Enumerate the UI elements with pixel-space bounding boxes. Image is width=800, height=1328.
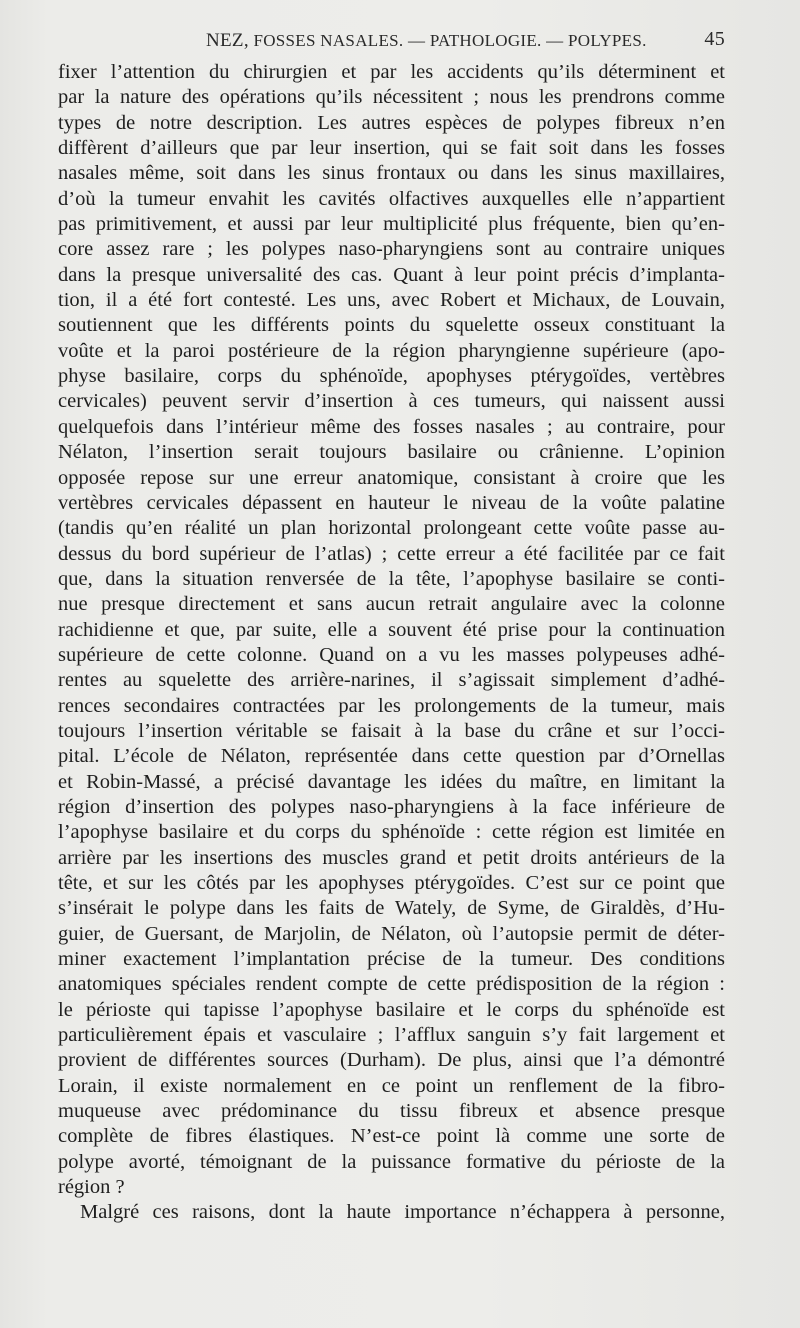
- text-line: miner exactement l’implantation précise de la tumeur. Des conditions: [58, 948, 725, 971]
- text-line: physe basilaire, corps du sphénoïde, apophyses ptérygoïdes, vertèbres: [58, 365, 725, 388]
- text-line-paragraph-end: région ?: [58, 1176, 125, 1199]
- text-line: nasales même, soit dans les sinus frontaux ou dans les sinus maxillaires,: [58, 162, 725, 185]
- text-line: dessus du bord supérieur de l’atlas) ; cette erreur a été facilitée par ce fait: [58, 542, 725, 565]
- text-line: pas primitivement, et aussi par leur multiplicité plus fréquente, bien qu’en-: [58, 213, 725, 236]
- text-line: arrière par les insertions des muscles grand et petit droits antérieurs de la: [58, 846, 725, 869]
- text-line: vertèbres cervicales dépassent en hauteur le niveau de la voûte palatine: [58, 491, 725, 514]
- text-line: par la nature des opérations qu’ils nécessitent ; nous les prendrons comme: [58, 86, 725, 109]
- running-head-lead: NEZ,: [206, 30, 249, 51]
- text-line-paragraph-start: Malgré ces raisons, dont la haute importance n’échappera à personne,: [80, 1201, 725, 1224]
- text-line: types de notre description. Les autres espèces de polypes fibreux n’en: [58, 111, 725, 134]
- text-line: dans la presque universalité des cas. Quant à leur point précis d’implanta-: [58, 263, 725, 286]
- text-line: s’insérait le polype dans les faits de Wately, de Syme, de Giraldès, d’Hu-: [58, 897, 725, 920]
- text-line: rences secondaires contractées par les prolongements de la tumeur, mais: [58, 694, 725, 717]
- text-line: quelquefois dans l’intérieur même des fosses nasales ; au contraire, pour: [58, 415, 725, 438]
- body-text: [58, 60, 725, 1226]
- text-line: rachidienne et que, par suite, elle a souvent été prise pour la continuation: [58, 618, 725, 641]
- text-line: et Robin-Massé, a précisé davantage les idées du maître, en limitant la: [58, 770, 725, 793]
- text-line: le périoste qui tapisse l’apophyse basilaire et le corps du sphénoïde est: [58, 998, 725, 1021]
- text-line: Nélaton, l’insertion serait toujours basilaire ou crânienne. L’opinion: [58, 441, 725, 464]
- text-line: fixer l’attention du chirurgien et par les accidents qu’ils déterminent et: [58, 61, 725, 83]
- text-line: nue presque directement et sans aucun retrait angulaire avec la colonne: [58, 593, 725, 616]
- text-line: toujours l’insertion véritable se faisait à la base du crâne et sur l’occi-: [58, 719, 725, 742]
- text-line: pital. L’école de Nélaton, représentée dans cette question par d’Ornellas: [58, 745, 725, 768]
- text-line: Lorain, il existe normalement en ce point un renflement de la fibro-: [58, 1074, 725, 1097]
- running-head-rest: FOSSES NASALES. — PATHOLOGIE. — POLYPES.: [253, 31, 647, 50]
- text-line: d’où la tumeur envahit les cavités olfactives auxquelles elle n’appartient: [58, 187, 725, 210]
- page-number: 45: [704, 28, 725, 50]
- text-line: complète de fibres élastiques. N’est-ce point là comme une sorte de: [58, 1125, 725, 1148]
- text-line: particulièrement épais et vasculaire ; l’afflux sanguin s’y fait largement et: [58, 1024, 725, 1047]
- text-line: provient de différentes sources (Durham). De plus, ainsi que l’a démontré: [58, 1049, 725, 1072]
- text-line: cervicales) peuvent servir d’insertion à ces tumeurs, qui naissent aussi: [58, 390, 725, 413]
- text-line: guier, de Guersant, de Marjolin, de Nélaton, où l’autopsie permit de déter-: [58, 922, 725, 945]
- text-line: que, dans la situation renversée de la tête, l’apophyse basilaire se conti-: [58, 567, 725, 590]
- text-line: région d’insertion des polypes naso-pharyngiens à la face inférieure de: [58, 795, 725, 818]
- text-line: (tandis qu’en réalité un plan horizontal prolongeant cette voûte passe au-: [58, 517, 725, 540]
- text-line: anatomiques spéciales rendent compte de cette prédisposition de la région :: [58, 973, 725, 996]
- text-line: polype avorté, témoignant de la puissance formative du périoste de la: [58, 1150, 725, 1173]
- running-head-title: [206, 30, 647, 52]
- text-line: core assez rare ; les polypes naso-pharyngiens sont au contraire uniques: [58, 238, 725, 261]
- text-line: diffèrent d’ailleurs que par leur insertion, qui se fait soit dans les fosses: [58, 137, 725, 160]
- text-line: voûte et la paroi postérieure de la région pharyngienne supérieure (apo-: [58, 339, 725, 362]
- text-line: soutiennent que les différents points du squelette osseux constituant la: [58, 314, 725, 337]
- text-line: muqueuse avec prédominance du tissu fibreux et absence presque: [58, 1100, 725, 1123]
- text-line: l’apophyse basilaire et du corps du sphénoïde : cette région est limitée en: [58, 821, 725, 844]
- text-line: tion, il a été fort contesté. Les uns, avec Robert et Michaux, de Louvain,: [58, 289, 725, 312]
- text-line: supérieure de cette colonne. Quand on a vu les masses polypeuses adhé-: [58, 643, 725, 666]
- running-head: [150, 26, 725, 54]
- text-line: opposée repose sur une erreur anatomique, consistant à croire que les: [58, 466, 725, 489]
- text-line: rentes au squelette des arrière-narines, il s’agissait simplement d’adhé-: [58, 669, 725, 692]
- text-line: tête, et sur les côtés par les apophyses ptérygoïdes. C’est sur ce point que: [58, 872, 725, 894]
